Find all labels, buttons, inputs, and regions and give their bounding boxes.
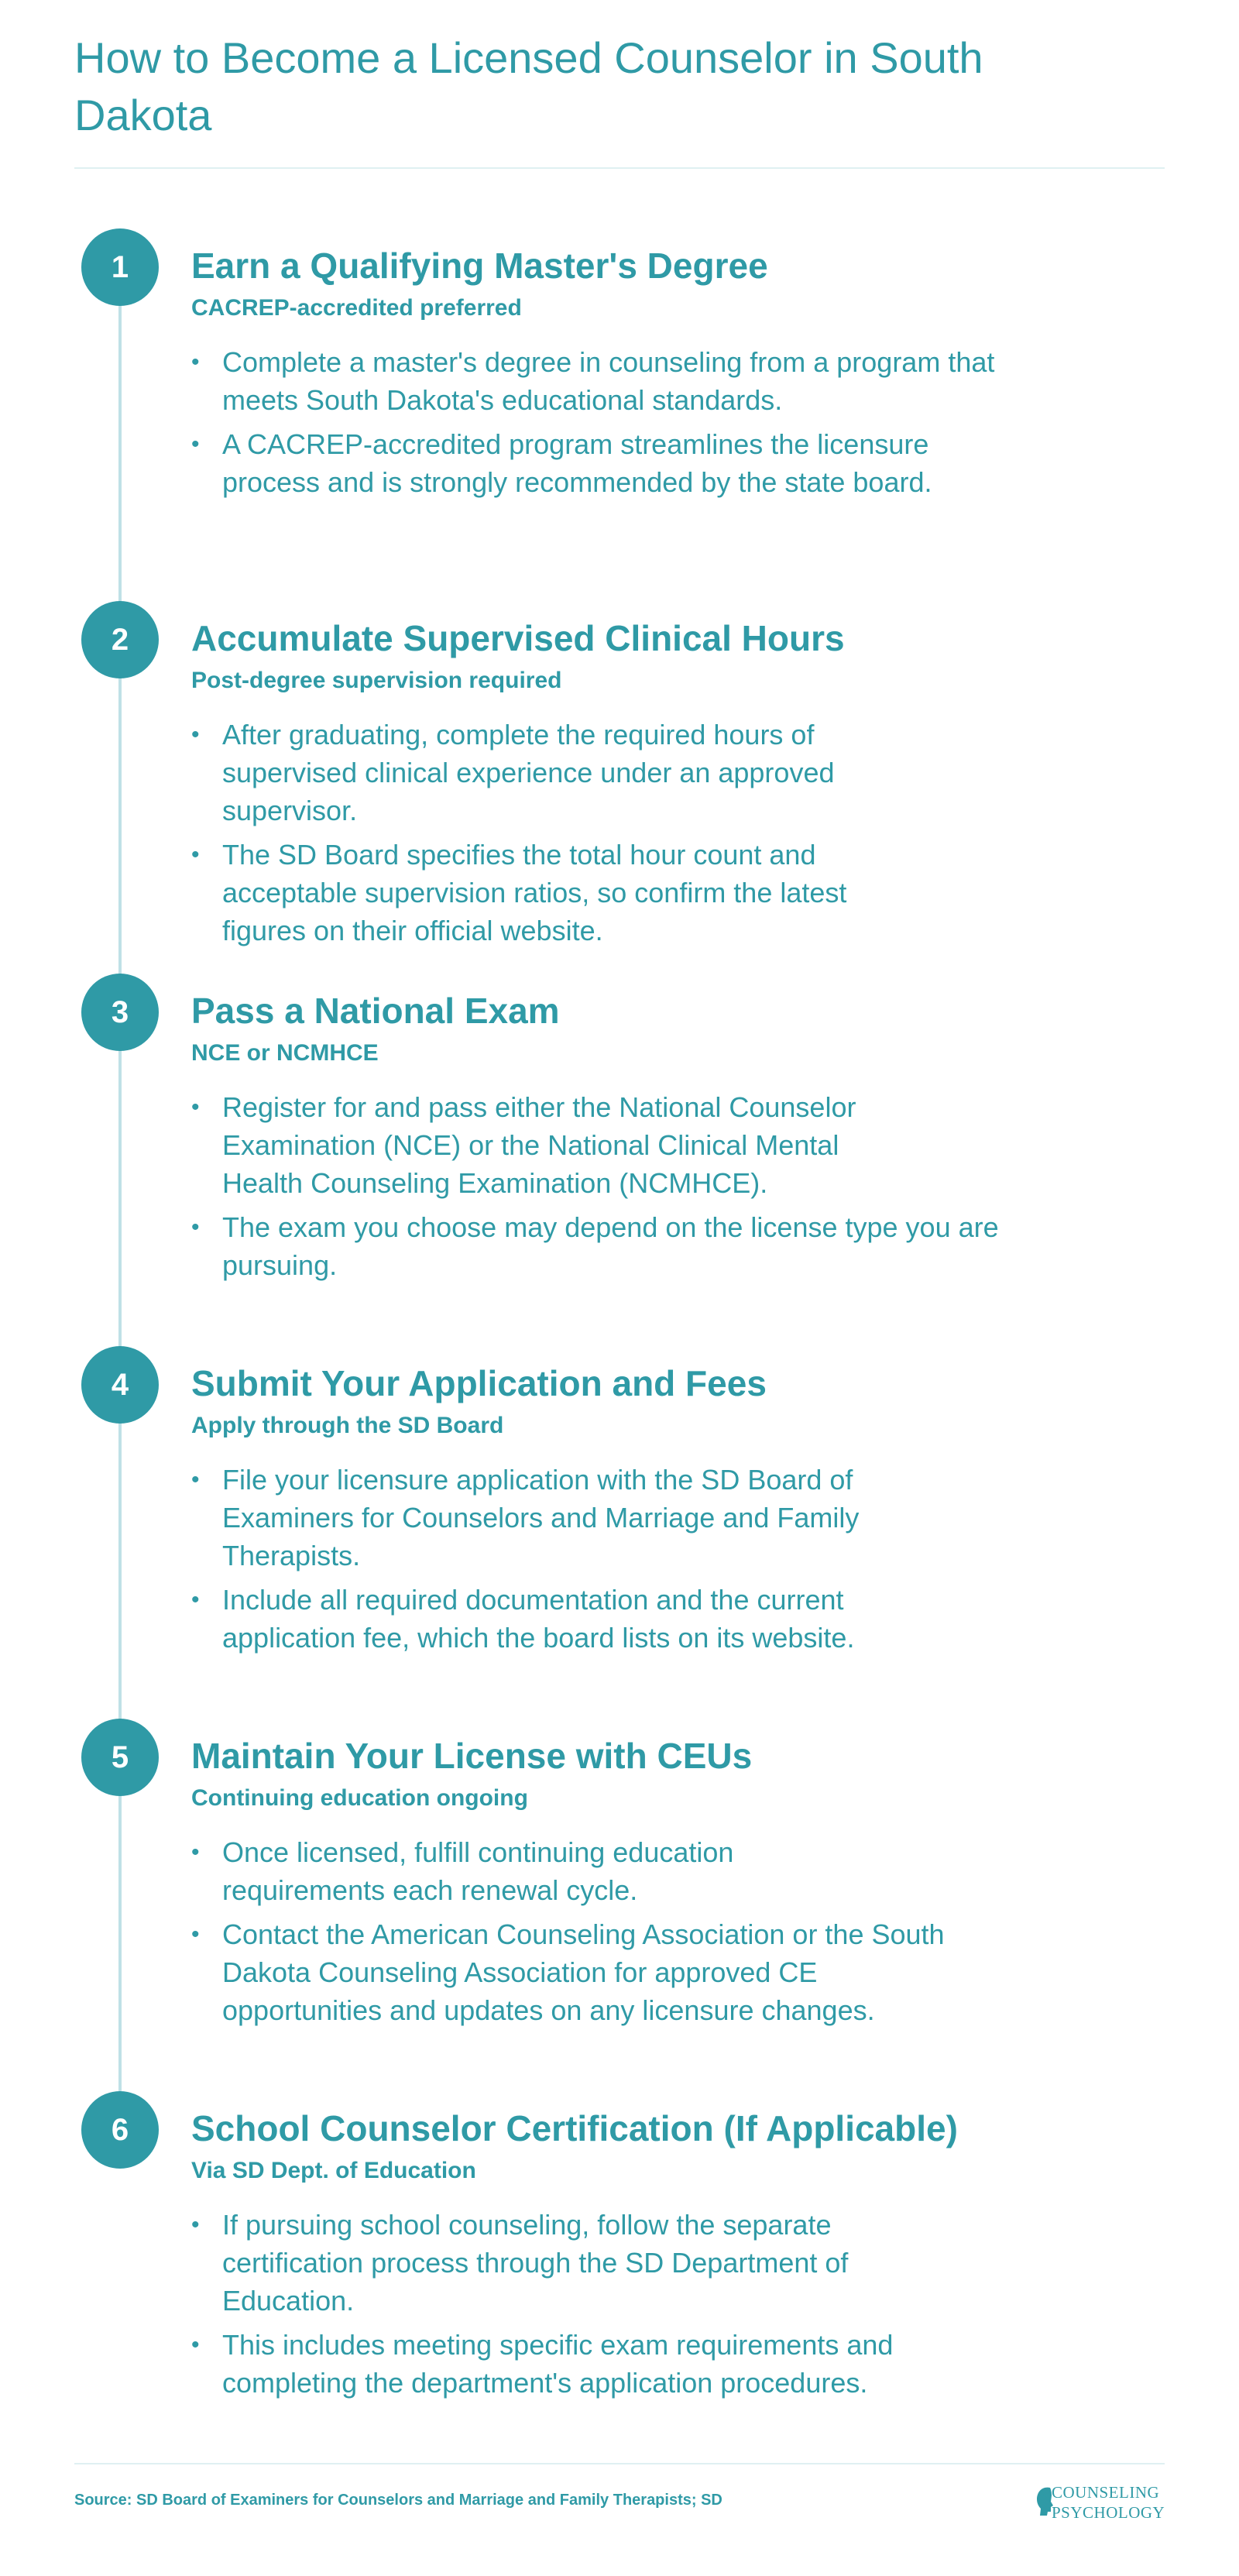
page-title: How to Become a Licensed Counselor in South Dakota [74, 33, 983, 139]
step-subtitle: NCE or NCMHCE [191, 1040, 379, 1066]
step-bullet: • After graduating, complete the required hours of supervised clinical experience under an approved supervisor. [191, 716, 904, 829]
step-number-badge: 2 [81, 601, 159, 678]
source-note: Source: SD Board of Examiners for Counselors and Marriage and Family Therapists; SD [74, 2492, 722, 2509]
step-bullet: • The exam you choose may depend on the license type you are pursuing. [191, 1208, 1012, 1284]
step-number-badge: 4 [81, 1346, 159, 1424]
step-subtitle: Via SD Dept. of Education [191, 2158, 476, 2183]
step-subtitle: Continuing education ongoing [191, 1785, 528, 1811]
step-bullet: • If pursuing school counseling, follow the separate certification process through the SD Department of Education. [191, 2206, 950, 2320]
step-subtitle: Post-degree supervision required [191, 668, 562, 693]
step-bullet: • Complete a master's degree in counseling from a program that meets South Dakota's educational standards. [191, 343, 1012, 419]
timeline-line [118, 267, 122, 2091]
step-bullet: • Once licensed, fulfill continuing education requirements each renewal cycle. [191, 1833, 958, 1909]
step-bullet: • File your licensure application with the SD Board of Examiners for Counselors and Marriage and Family Therapists. [191, 1461, 935, 1575]
step-number-badge: 6 [81, 2091, 159, 2169]
step-bullet-list [191, 343, 1012, 507]
step-title: School Counselor Certification (If Applicable) [191, 2108, 958, 2148]
step-subtitle: Apply through the SD Board [191, 1413, 504, 1438]
step-bullet-list [191, 2206, 950, 2408]
step-title: Maintain Your License with CEUs [191, 1736, 753, 1776]
footer-divider [74, 2463, 1165, 2464]
step-title: Pass a National Exam [191, 991, 560, 1031]
step-title: Earn a Qualifying Master's Degree [191, 246, 768, 286]
step-number-badge: 1 [81, 228, 159, 306]
step-bullet-list [191, 1461, 935, 1663]
step-title: Accumulate Supervised Clinical Hours [191, 618, 845, 658]
step-bullet: • Contact the American Counseling Association or the South Dakota Counseling Association for approved CE opportunities and updates on any licensure changes. [191, 1915, 958, 2029]
step-bullet: • The SD Board specifies the total hour count and acceptable supervision ratios, so confirm the latest figures on their official website. [191, 836, 904, 950]
logo-text-line-1: COUNSELING [1052, 2483, 1160, 2502]
step-subtitle: CACREP-accredited preferred [191, 295, 522, 321]
step-bullet-list [191, 716, 904, 956]
step-title: Submit Your Application and Fees [191, 1363, 767, 1403]
step-bullet-list [191, 1088, 1012, 1290]
step-bullet-list [191, 1833, 958, 2035]
step-number-badge: 3 [81, 974, 159, 1051]
step-bullet: • Include all required documentation and the current application fee, which the board lists on its website. [191, 1581, 935, 1657]
title-divider [74, 167, 1165, 169]
step-number-badge: 5 [81, 1719, 159, 1796]
step-bullet: • A CACREP-accredited program streamlines the licensure process and is strongly recommended by the state board. [191, 425, 1012, 501]
step-bullet: • This includes meeting specific exam requirements and completing the department's application procedures. [191, 2326, 950, 2402]
brand-logo [1035, 2478, 1166, 2525]
logo-text-line-2: PSYCHOLOGY [1052, 2503, 1165, 2522]
step-bullet: • Register for and pass either the National Counselor Examination (NCE) or the National Clinical Mental Health Counseling Examination (NCMHCE). [191, 1088, 1012, 1202]
